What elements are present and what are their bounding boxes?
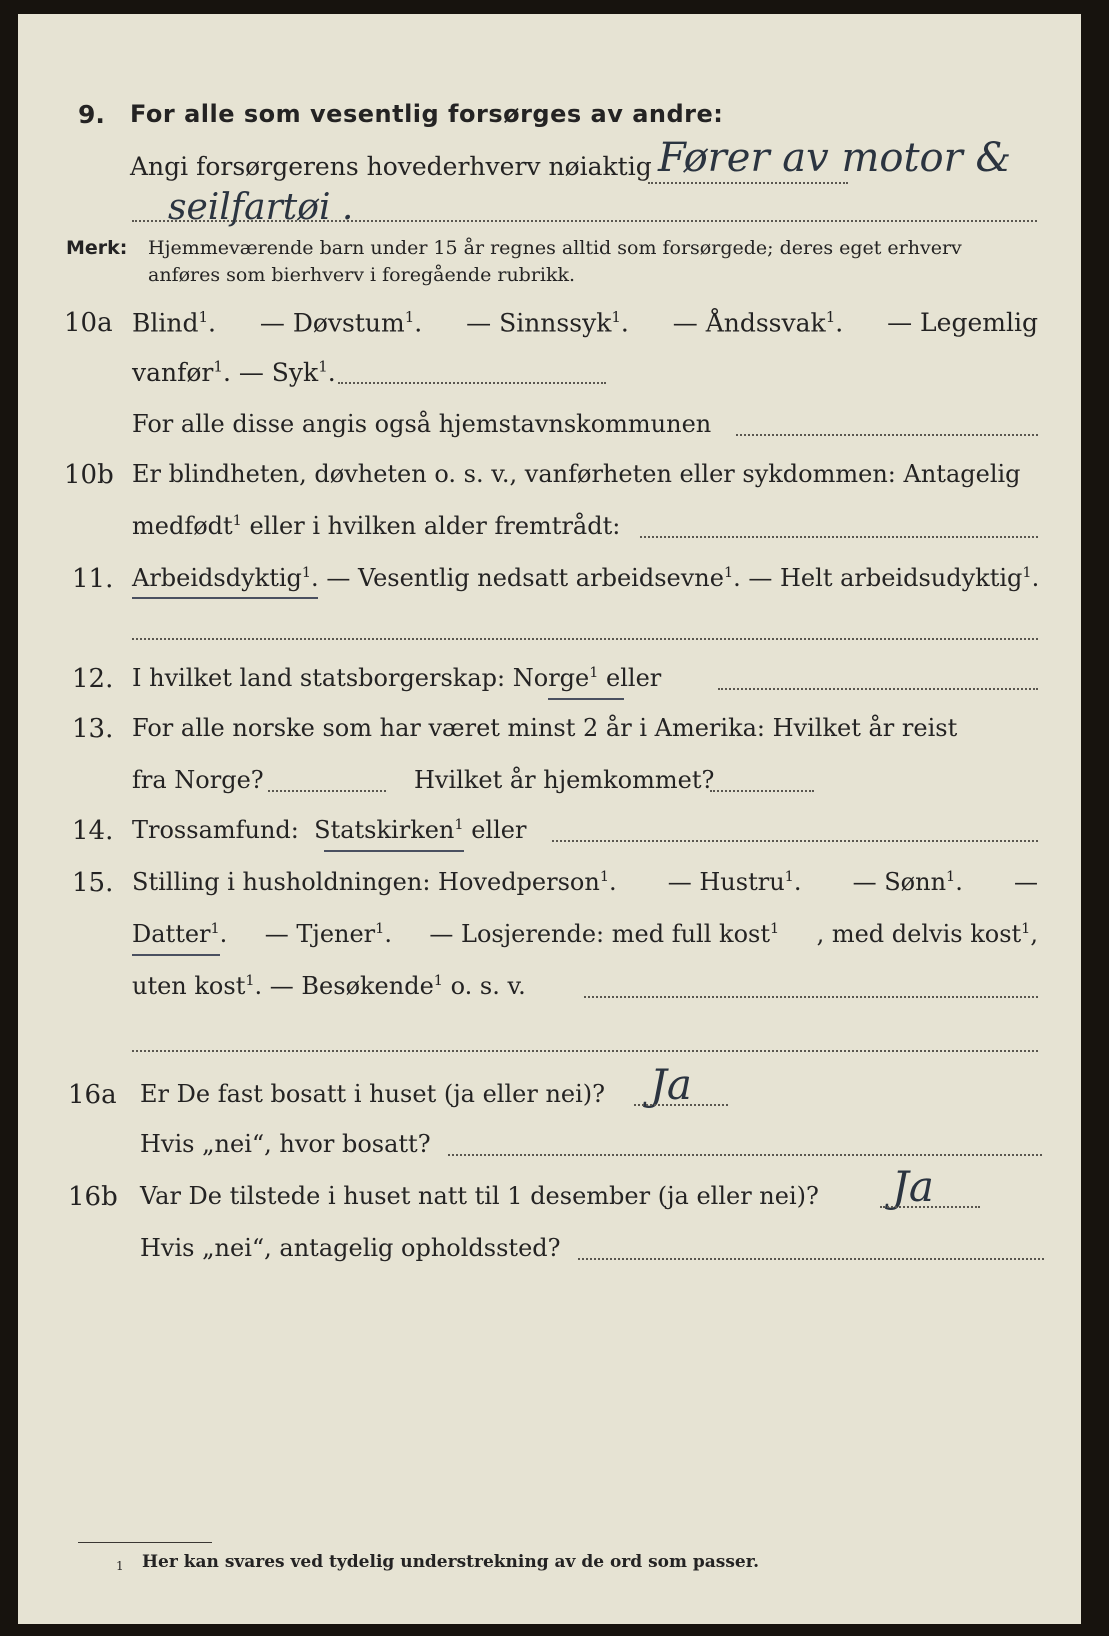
q12-line: I hvilket land statsborgerskap: Norge$^1$ eller <box>132 664 662 692</box>
q12-number: 12. <box>72 664 114 694</box>
footnote-divider <box>78 1542 212 1543</box>
q9-handwritten-answer-1: Fører av motor & <box>658 135 1012 181</box>
option-dovstum: — Døvstum$^1$. <box>259 308 423 338</box>
q10a-line-2 <box>132 358 336 388</box>
q12-answer-line <box>718 688 1038 690</box>
q13-answer-line-2 <box>710 790 814 792</box>
q10a-number: 10a <box>64 308 113 338</box>
q15-answer-line-1 <box>584 996 1038 998</box>
q15-number: 15. <box>72 868 114 898</box>
q16a-line-2: Hvis „nei“, hvor bosatt? <box>140 1130 431 1158</box>
option-sinnssyk: — Sinnssyk$^1$. <box>466 308 629 338</box>
q11-line <box>132 566 1039 590</box>
q10a-line-1 <box>132 308 1038 338</box>
underline-statskirken <box>324 850 464 852</box>
q10b-answer-line <box>640 536 1038 538</box>
q9-answer-line-2 <box>132 220 1037 222</box>
q16a-answer-line-2 <box>448 1154 1042 1156</box>
q11-number: 11. <box>72 564 114 594</box>
q14-answer-line <box>552 840 1038 842</box>
q9-handwritten-answer-2: seilfartøi . <box>168 187 354 228</box>
option-delvis-kost: , med delvis kost$^1$, <box>816 920 1038 948</box>
q13-line-2b: Hvilket år hjemkommet? <box>414 766 715 794</box>
q9-prompt: Angi forsørgerens hovederhverv nøiaktig <box>130 152 652 181</box>
q9-number: 9. <box>78 100 105 129</box>
option-nedsatt-arbeidsevne: — Vesentlig nedsatt arbeidsevne$^1$. <box>326 564 741 592</box>
footnote-mark: 1 <box>116 1559 124 1573</box>
option-legemlig: — Legemlig <box>887 308 1038 337</box>
option-datter: Datter$^1$. <box>132 920 228 948</box>
q16b-line-1: Var De tilstede i huset natt til 1 desember (ja eller nei)? <box>140 1182 819 1210</box>
q15-line-2 <box>132 922 1038 946</box>
census-form-page <box>18 14 1081 1624</box>
q16a-number: 16a <box>68 1080 117 1110</box>
q10b-line-2: medfødt$^1$ eller i hvilken alder fremtrådt: <box>132 512 621 540</box>
merk-line-1: Hjemmeværende barn under 15 år regnes alltid som forsørgede; deres eget erhverv <box>148 237 962 259</box>
option-uten-kost: uten kost$^1$. <box>132 972 263 1000</box>
q14-line: Trossamfund: Statskirken$^1$ eller <box>132 816 527 844</box>
option-tjener: — Tjener$^1$. <box>264 920 392 948</box>
option-blind: Blind$^1$. <box>132 308 216 338</box>
option-vanfor: vanfør$^1$. <box>132 358 231 388</box>
q16b-line-2: Hvis „nei“, antagelig opholdssted? <box>140 1234 561 1262</box>
option-besokende: — Besøkende$^1$ <box>269 972 443 1000</box>
q11-answer-line <box>132 638 1038 640</box>
underline-norge <box>548 698 624 700</box>
q16a-answer-line-1 <box>634 1104 728 1106</box>
q10a-answer-line-1 <box>338 382 606 384</box>
q15-line-3: uten kost$^1$. — Besøkende$^1$ o. s. v. <box>132 972 526 1000</box>
q16b-answer-line-2 <box>578 1258 1044 1260</box>
option-sonn: — Sønn$^1$. <box>852 868 963 896</box>
option-hustru: — Hustru$^1$. <box>667 868 802 896</box>
q14-number: 14. <box>72 816 114 846</box>
option-andssvak: — Åndssvak$^1$. <box>672 308 844 338</box>
option-arbeidsdyktig: Arbeidsdyktig$^1$. <box>132 564 319 592</box>
merk-line-2: anføres som bierhverv i foregående rubrikk. <box>148 264 576 286</box>
option-hovedperson: Stilling i husholdningen: Hovedperson$^1$. <box>132 868 617 896</box>
q16b-answer-line-1 <box>880 1206 980 1208</box>
q10a-answer-line-2 <box>736 434 1038 436</box>
option-helt-arbeidsudyktig: — Helt arbeidsudyktig$^1$. <box>748 564 1040 592</box>
footnote-text: Her kan svares ved tydelig understrekning av de ord som passer. <box>142 1552 760 1572</box>
q13-line-1: For alle norske som har været minst 2 år i Amerika: Hvilket år reist <box>132 714 958 742</box>
q9-answer-line-1 <box>648 182 848 184</box>
q16b-handwritten-answer: Ja <box>892 1162 934 1211</box>
option-norge: Norge$^1$ <box>512 664 599 692</box>
q13-line-2a: fra Norge? <box>132 766 264 794</box>
q10b-number: 10b <box>64 460 114 490</box>
q16b-number: 16b <box>68 1182 118 1212</box>
q15-line-1: Stilling i husholdningen: Hovedperson$^1$. — Hustru$^1$. — Sønn$^1$. — <box>132 868 1038 896</box>
q13-number: 13. <box>72 714 114 744</box>
option-statskirken: Statskirken$^1$ <box>314 816 464 844</box>
q10a-line-3: For alle disse angis også hjemstavnskommunen <box>132 410 712 438</box>
q16a-handwritten-answer: Ja <box>650 1060 692 1109</box>
q9-title: For alle som vesentlig forsørges av andre: <box>130 100 724 128</box>
q16a-line-1: Er De fast bosatt i huset (ja eller nei)? <box>140 1080 606 1108</box>
option-full-kost: — Losjerende: med full kost$^1$ <box>429 920 780 948</box>
underline-datter <box>132 954 220 956</box>
option-syk: — Syk$^1$. <box>238 358 336 388</box>
q13-answer-line-1 <box>268 790 386 792</box>
merk-label: Merk: <box>66 237 128 259</box>
q15-answer-line-2 <box>132 1050 1038 1052</box>
underline-arbeidsdyktig <box>132 597 318 599</box>
q10b-line-1: Er blindheten, døvheten o. s. v., vanførheten eller sykdommen: Antagelig <box>132 460 1021 488</box>
